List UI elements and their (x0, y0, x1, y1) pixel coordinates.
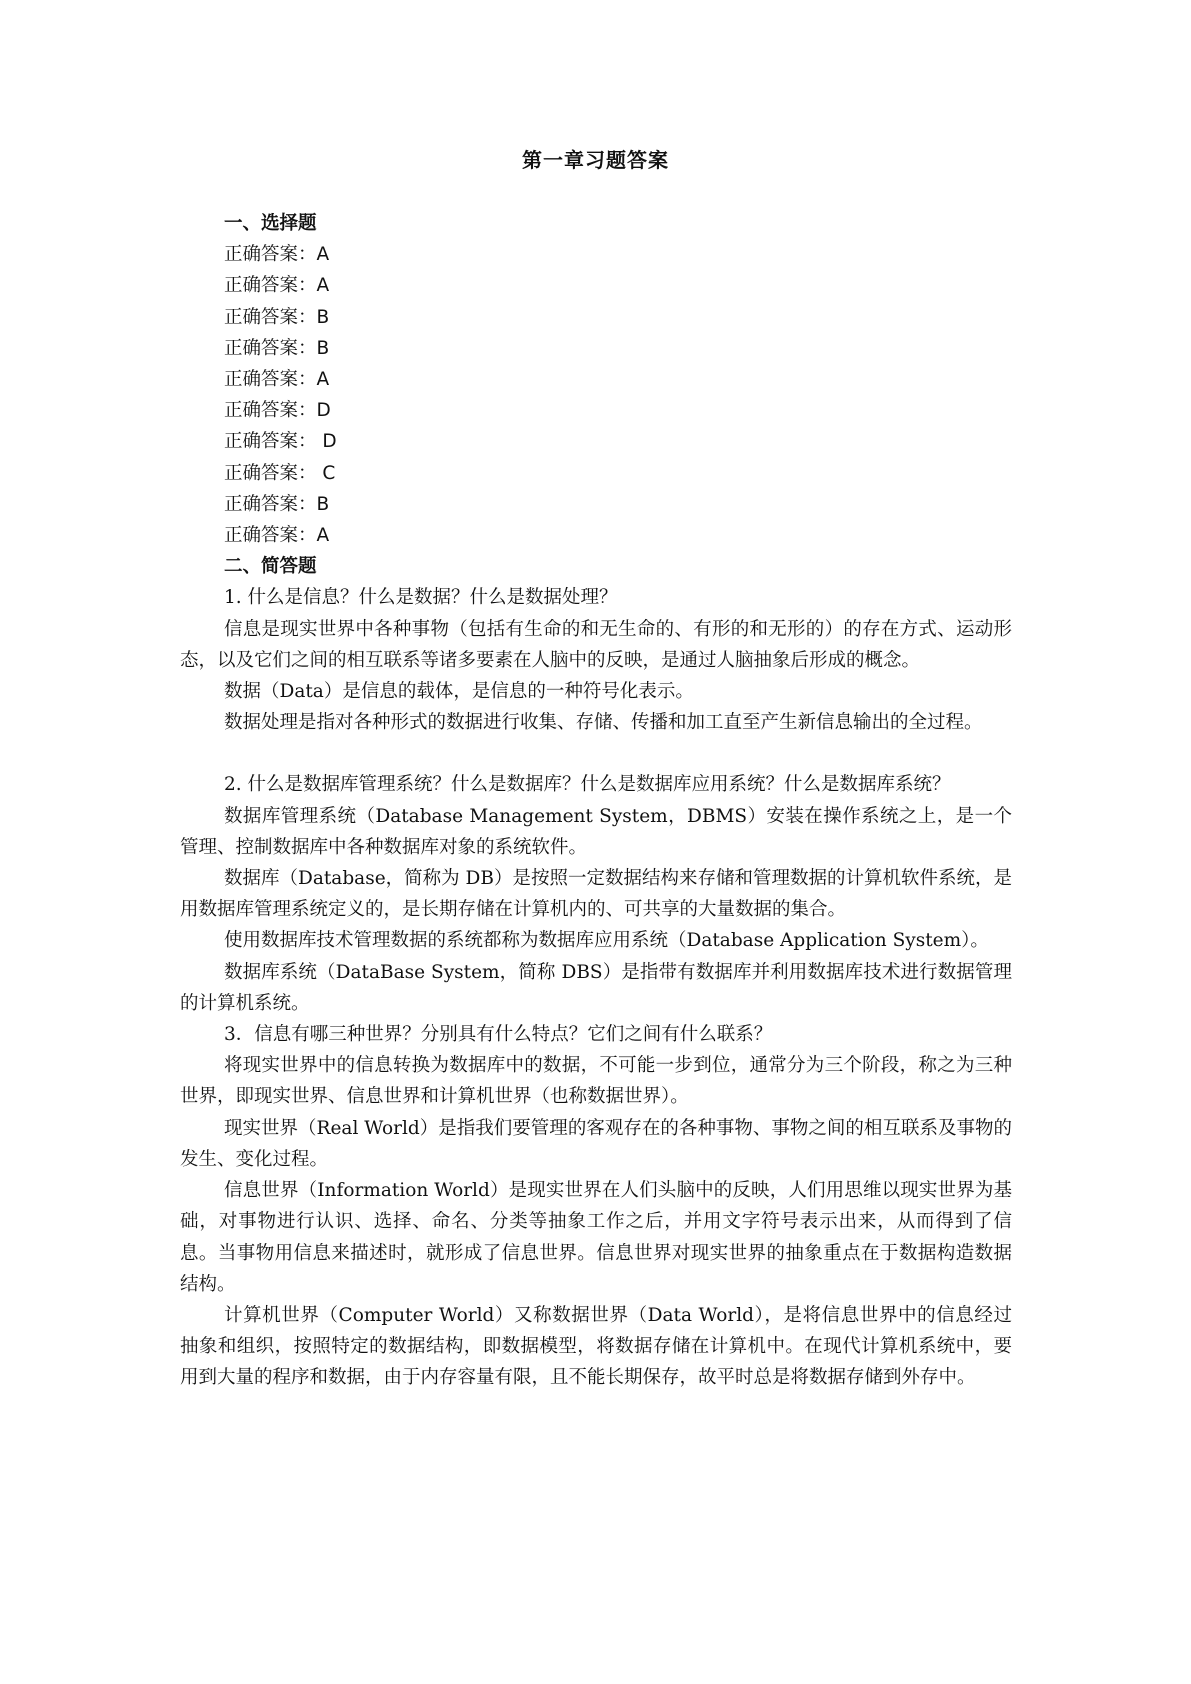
answer-line (180, 426, 1012, 457)
answer-prefix: 正确答案： (224, 244, 317, 266)
answer-prefix: 正确答案： (224, 462, 317, 484)
section-heading-short-answer: 二、简答题 (224, 556, 317, 578)
answer-prefix: 正确答案： (224, 275, 317, 297)
q2-paragraph-3: 使用数据库技术管理数据的系统都称为数据库应用系统（Database Application System）。 (224, 930, 989, 952)
answer-prefix: 正确答案： (224, 525, 317, 547)
answer-line (180, 489, 1012, 520)
answer-value: A (316, 369, 330, 391)
answer-value: A (316, 244, 330, 266)
answer-prefix: 正确答案： (224, 369, 317, 391)
document-body (180, 208, 1012, 1394)
answer-value: B (316, 337, 330, 359)
q1-paragraph-1: 信息是现实世界中各种事物（包括有生命的和无生命的、有形的和无形的）的存在方式、运动形态，以及它们之间的相互联系等诸多要素在人脑中的反映，是通过人脑抽象后形成的概念。 (180, 618, 1012, 671)
q2-paragraph-1: 数据库管理系统（Database Management System，DBMS）安装在操作系统之上，是一个管理、控制数据库中各种数据库对象的系统软件。 (180, 805, 1012, 858)
section-heading-choice: 一、选择题 (224, 213, 317, 234)
answer-value: D (316, 400, 331, 422)
answer-prefix: 正确答案： (224, 400, 317, 422)
q3-paragraph-1: 将现实世界中的信息转换为数据库中的数据，不可能一步到位，通常分为三个阶段，称之为三种世界，即现实世界、信息世界和计算机世界（也称数据世界）。 (180, 1055, 1012, 1108)
answer-list (180, 239, 1012, 551)
question-1: 1. 什么是信息？什么是数据？什么是数据处理？ (224, 587, 618, 609)
answer-prefix: 正确答案： (224, 337, 317, 359)
answer-prefix: 正确答案： (224, 306, 317, 328)
answer-value: A (316, 275, 330, 297)
q3-paragraph-2: 现实世界（Real World）是指我们要管理的客观存在的各种事物、事物之间的相互联系及事物的发生、变化过程。 (180, 1117, 1012, 1170)
answer-value: C (316, 462, 336, 484)
page-title: 第一章习题答案 (522, 148, 669, 172)
q2-paragraph-4: 数据库系统（DataBase System，简称 DBS）是指带有数据库并利用数据库技术进行数据管理的计算机系统。 (180, 961, 1012, 1014)
answer-value: B (316, 306, 330, 328)
question-3: 3．信息有哪三种世界？分别具有什么特点？它们之间有什么联系？ (224, 1024, 773, 1046)
answer-value: D (316, 431, 337, 453)
q1-paragraph-2: 数据（Data）是信息的载体，是信息的一种符号化表示。 (224, 681, 694, 703)
q3-paragraph-3: 信息世界（Information World）是现实世界在人们头脑中的反映，人们用思维以现实世界为基础，对事物进行认识、选择、命名、分类等抽象工作之后，并用文字符号表示出来，从而得到了信息。当事物用信息来描述时，就形成了信息世界。信息世界对现实世界的抽象重点在于数据构造数据结构。 (180, 1180, 1012, 1295)
answer-value: B (316, 493, 330, 515)
answer-line (180, 270, 1012, 301)
answer-line (180, 302, 1012, 333)
answer-line (180, 520, 1012, 551)
answer-line (180, 395, 1012, 426)
q3-paragraph-4: 计算机世界（Computer World）又称数据世界（Data World），是将信息世界中的信息经过抽象和组织，按照特定的数据结构，即数据模型，将数据存储在计算机中。在现代计算机系统中，要用到大量的程序和数据，由于内存容量有限，且不能长期保存，故平时总是将数据存储到外存中。 (180, 1304, 1012, 1389)
answer-line (180, 239, 1012, 270)
answer-line (180, 458, 1012, 489)
q2-paragraph-2: 数据库（Database，简称为 DB）是按照一定数据结构来存储和管理数据的计算机软件系统，是用数据库管理系统定义的，是长期存储在计算机内的、可共享的大量数据的集合。 (180, 868, 1012, 921)
answer-line (180, 333, 1012, 364)
answer-prefix: 正确答案： (224, 431, 317, 453)
question-2: 2. 什么是数据库管理系统？什么是数据库？什么是数据库应用系统？什么是数据库系统？ (224, 774, 951, 796)
paragraph-gap (180, 738, 1012, 769)
answer-prefix: 正确答案： (224, 493, 317, 515)
answer-line (180, 364, 1012, 395)
answer-value: A (316, 525, 330, 547)
q1-paragraph-3: 数据处理是指对各种形式的数据进行收集、存储、传播和加工直至产生新信息输出的全过程。 (224, 712, 983, 734)
